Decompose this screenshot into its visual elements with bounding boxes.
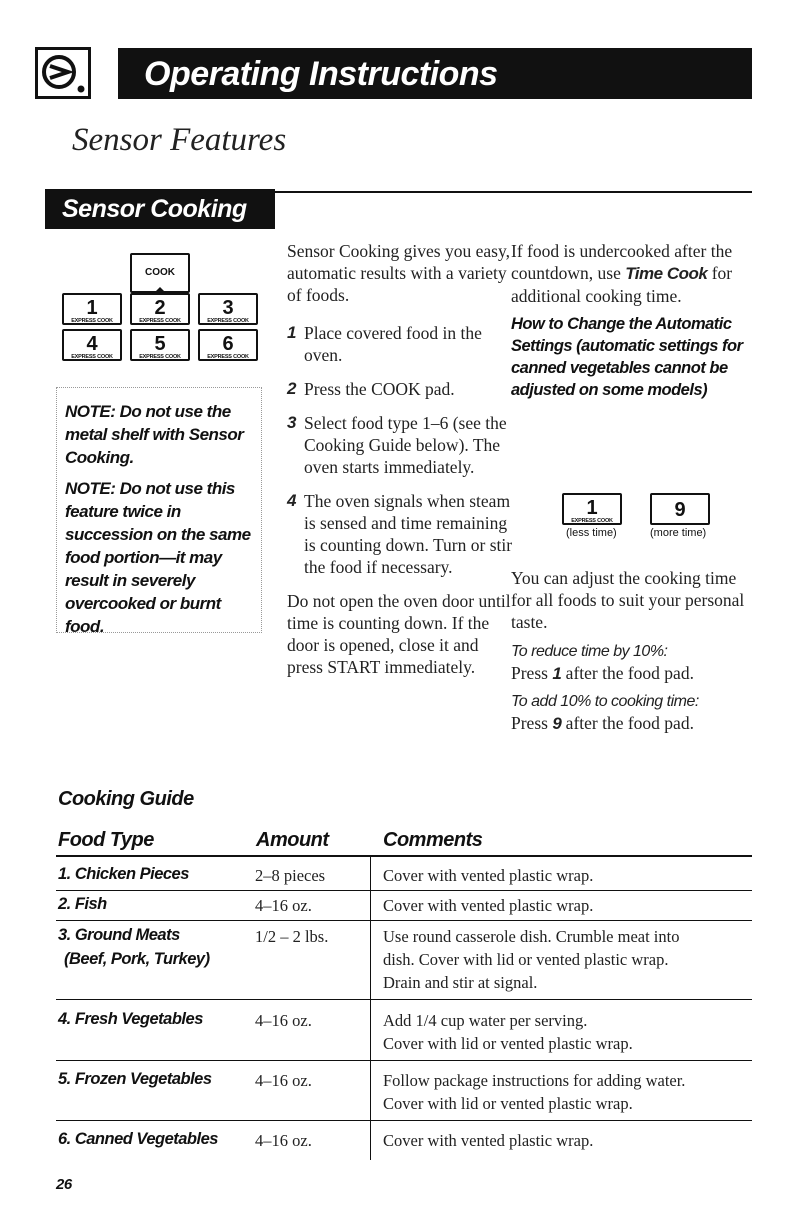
guide-row-4-comment-2: Cover with lid or vented plastic wrap. (383, 1034, 633, 1053)
guide-row-3-food-sub: (Beef, Pork, Turkey) (64, 950, 210, 968)
guide-header-amount: Amount (256, 829, 329, 851)
note-twice: NOTE: Do not use this feature twice in succession on the same food portion—it may result in severely overcooked or burnt food. (65, 479, 251, 636)
keypad-key-6: 6 EXPRESS COOK (198, 329, 258, 361)
more-time-caption: (more time) (650, 527, 707, 539)
keypad-key-1: 1 EXPRESS COOK (62, 293, 122, 325)
guide-row-4-amount: 4–16 oz. (255, 1011, 312, 1030)
keypad-key-4: 4 EXPRESS COOK (62, 329, 122, 361)
key-more-time: 9 (650, 493, 710, 525)
guide-row-6-comment: Cover with vented plastic wrap. (383, 1131, 594, 1150)
guide-row-5-amount: 4–16 oz. (255, 1071, 312, 1090)
add-text: Press 9 after the food pad. (511, 713, 694, 733)
guide-row-3-comment-1: Use round casserole dish. Crumble meat into (383, 927, 680, 946)
guide-rule-4 (56, 1060, 752, 1061)
guide-row-1-amount: 2–8 pieces (255, 866, 326, 885)
guide-row-1-comment: Cover with vented plastic wrap. (383, 866, 594, 885)
guide-row-3-comment-3: Drain and stir at signal. (383, 973, 538, 992)
step-3: 3 Select food type 1–6 (see the Cooking Guide below). The oven starts immediately. (287, 413, 507, 477)
guide-row-3-comment-2: dish. Cover with lid or vented plastic wrap. (383, 950, 669, 969)
guide-row-3-food: 3. Ground Meats (58, 926, 180, 944)
page-title: Sensor Features (72, 122, 287, 158)
guide-column-divider (370, 855, 371, 1160)
middle-column (287, 240, 517, 678)
keypad-illustration (56, 243, 264, 373)
guide-rule-1 (56, 890, 752, 891)
header-bar (118, 48, 752, 99)
adjust-text: You can adjust the cooking time for all foods to suit your personal taste. (511, 568, 745, 632)
notes-box (56, 387, 262, 636)
guide-row-2-comment: Cover with vented plastic wrap. (383, 896, 594, 915)
change-settings-heading: How to Change the Automatic Settings (automatic settings for canned vegetables cannot be adjusted on some models) (511, 315, 743, 399)
guide-row-6-amount: 4–16 oz. (255, 1131, 312, 1150)
key-less-time: 1 EXPRESS COOK (562, 493, 622, 525)
guide-row-5-comment-2: Cover with lid or vented plastic wrap. (383, 1094, 633, 1113)
step-2: 2 Press the COOK pad. (287, 379, 455, 399)
guide-header-food: Food Type (58, 829, 154, 851)
guide-row-4-food: 4. Fresh Vegetables (58, 1010, 203, 1028)
guide-row-2-food: 2. Fish (58, 895, 107, 913)
guide-rule-top (56, 855, 752, 857)
section-title: Sensor Cooking (62, 195, 247, 223)
note-metal-shelf: NOTE: Do not use the metal shelf with Sensor Cooking. (65, 402, 244, 467)
keypad-key-5: 5 EXPRESS COOK (130, 329, 190, 361)
guide-row-4-comment-1: Add 1/4 cup water per serving. (383, 1011, 588, 1030)
step-4: 4 The oven signals when steam is sensed and time remaining is counting down. Turn or stir the food if necessary. (287, 491, 513, 577)
intro-text: Sensor Cooking gives you easy, automatic results with a variety of foods. (287, 241, 510, 305)
guide-rule-5 (56, 1120, 752, 1121)
page-number: 26 (56, 1176, 72, 1193)
section-bar (45, 189, 275, 229)
guide-row-3-amount: 1/2 – 2 lbs. (255, 927, 329, 946)
header-title: Operating Instructions (144, 55, 498, 93)
guide-row-5-food: 5. Frozen Vegetables (58, 1070, 212, 1088)
reduce-label: To reduce time by 10%: (511, 643, 668, 660)
cooking-guide-title: Cooking Guide (58, 788, 194, 810)
adjust-keys (540, 490, 740, 550)
keypad-key-3: 3 EXPRESS COOK (198, 293, 258, 325)
guide-row-6-food: 6. Canned Vegetables (58, 1130, 218, 1148)
section-rule (275, 191, 752, 193)
header-icon-box (35, 47, 91, 99)
add-label: To add 10% to cooking time: (511, 693, 699, 710)
oven-dial-icon (38, 50, 88, 96)
guide-row-2-amount: 4–16 oz. (255, 896, 312, 915)
guide-row-1-food: 1. Chicken Pieces (58, 865, 189, 883)
cook-key: COOK (130, 253, 190, 293)
guide-row-5-comment-1: Follow package instructions for adding water. (383, 1071, 686, 1090)
guide-rule-3 (56, 999, 752, 1000)
undercooked-text: If food is undercooked after the countdown, use Time Cook for additional cooking time. (511, 241, 733, 306)
guide-rule-2 (56, 920, 752, 921)
reduce-text: Press 1 after the food pad. (511, 663, 694, 683)
right-column (511, 240, 751, 401)
warning-text: Do not open the oven door until time is counting down. If the door is opened, close it and press START immediately. (287, 591, 511, 677)
less-time-caption: (less time) (566, 527, 617, 539)
adjust-section (511, 567, 751, 735)
keypad-key-2: 2 EXPRESS COOK (130, 293, 190, 325)
guide-header-comments: Comments (383, 829, 483, 851)
step-1: 1 Place covered food in the oven. (287, 323, 482, 365)
